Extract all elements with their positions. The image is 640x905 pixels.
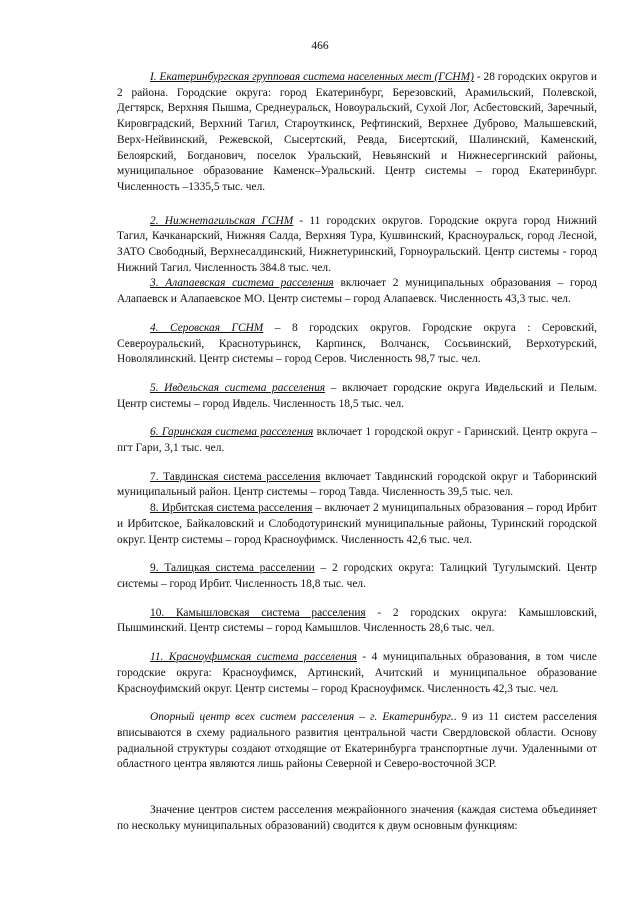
paragraph-alapaevsk: [117, 276, 597, 307]
paragraph-text: - 4 муниципальных образования, в том числе городские округа: Красноуфимск, Артинский, Ачитский и муниципальное образование Красноуфимский округ. Центр системы – город Красноуфимск. Численность 42,3 тыс. чел.: [117, 651, 597, 695]
paragraph-text: - 28 городских округов и 2 района. Городские округа: город Екатеринбург, Березовский, Арамильский, Полевской, Дегтярск, Верхняя Пышма, Среднеуральск, Новоуральский, Сухой Лог, Асбестовский, Заречный, Кировградский, Верхний Тагил, Староуткинск, Рефтинский, Верхнее Дуброво, Малышевский, Верх-Нейвинский, Режевской, Сысертский, Ревда, Бисертский, Шалинский, Каменский, Белоярский, Богданович, поселок Уральский, Невьянский и Нижнесергинский районы, муниципальное образование Каменск–Уральский. Центр системы – город Екатеринбург. Численность –1335,5 тыс. чел.: [117, 71, 597, 193]
paragraph-text: включает 2 муниципальных образования – город Алапаевск и Алапаевское МО. Центр системы – город Алапаевск. Численность 43,3 тыс. чел.: [117, 277, 597, 306]
paragraph-text: – включает городские округа Ивдельский и Пелым. Центр системы – город Ивдель. Численность 18,5 тыс. чел.: [117, 381, 597, 410]
paragraph-nizhny-tagil: [117, 214, 597, 277]
paragraph-heading: 9. Талицкая система расселении: [150, 562, 315, 575]
paragraph-text: – 2 городских округа: Талицкий Тугулымский. Центр системы – город Ирбит. Численность 18,8 тыс. чел.: [117, 562, 597, 590]
paragraph-heading: I. Екатеринбургская групповая система населенных мест (ГСНМ): [150, 71, 474, 83]
paragraph-text: включает Тавдинский городской округ и Таборинский муниципальный район. Центр системы – город Тавда. Численность 39,5 тыс. чел.: [117, 470, 597, 499]
paragraph-heading: 5. Ивдельская система расселения: [150, 381, 326, 394]
paragraph-heading: 3. Алапаевская система расселения: [150, 277, 334, 290]
paragraph-tavda: [117, 470, 597, 501]
paragraph-garinsk: [117, 425, 597, 456]
paragraph-support-center: [117, 710, 597, 773]
paragraph-centers-significance: [117, 803, 597, 834]
paragraph-text: – включает 2 муниципальных образования – город Ирбит и Ирбитское, Байкаловский и Слободотуринский муниципальные районы, Туринский городской округ. Центр системы – город Красноуфимск. Численность 42,6 тыс. чел.: [117, 502, 597, 546]
paragraph-heading: 2. Нижнетагильская ГСНМ: [150, 214, 294, 227]
paragraph-heading: 8. Ирбитская система расселения: [150, 502, 313, 515]
paragraph-heading: 7. Тавдинская система расселения: [150, 470, 321, 483]
paragraph-ekaterinburg: [117, 70, 597, 196]
paragraph-text: включает 1 городской округ - Гаринский. Центр округа – пгт Гари, 3,1 тыс. чел.: [117, 426, 598, 455]
paragraph-heading: Опорный центр всех систем расселения – г. Екатеринбург.: [150, 711, 454, 724]
paragraph-heading: 11. Красноуфимская система расселения: [150, 651, 357, 664]
paragraph-text: – 8 городских округов. Городские округа : Серовский, Североуральский, Краснотурьинск, Карпинск, Волчанск, Сосьвинский, Верхотурский, Новолялинский. Центр системы – город Серов. Численность 98,7 тыс. чел.: [117, 321, 597, 366]
paragraph-ivdel: [117, 381, 597, 412]
paragraph-serov: [117, 321, 597, 368]
document-body: [117, 70, 597, 834]
paragraph-text: - 2 городских округа: Камышловский, Пышминский. Центр системы – город Камышлов. Численность 28,6 тыс. чел.: [117, 606, 597, 635]
paragraph-text: Значение центров систем расселения межрайонного значения (каждая система объединяет по нескольку муниципальных образований) сводится к двум основным функциям:: [117, 804, 597, 832]
paragraph-irbit: [117, 501, 597, 548]
paragraph-heading: 10. Камышловская система расселения: [150, 606, 366, 619]
paragraph-talitsa: [117, 561, 597, 592]
paragraph-text: - 11 городских округов. Городские округа город Нижний Тагил, Качканарский, Нижняя Салда, Верхняя Тура, Кушвинский, Красноуральск, город Лесной, ЗАТО Свободный, Верхнесалдинский, Нижнетуринский, Горноуральский. Центр системы - город Нижний Тагил. Численность 384.8 тыс. чел.: [117, 214, 598, 274]
paragraph-krasnoufimsk: [117, 650, 597, 697]
paragraph-text: . 9 из 11 систем расселения вписываются в схему радиального развития центральной части Свердловской области. Основу радиальной структуры создают отходящие от Екатеринбурга транспортные лучи. Удаленными от областного центра являются лишь районы Северной и Северо-восточной ЗСР.: [117, 711, 597, 771]
paragraph-kamyshlov: [117, 606, 597, 637]
page-number: 466: [311, 40, 329, 52]
paragraph-heading: 4. Серовская ГСНМ: [150, 321, 264, 334]
paragraph-heading: 6. Гаринская система расселения: [150, 426, 314, 439]
